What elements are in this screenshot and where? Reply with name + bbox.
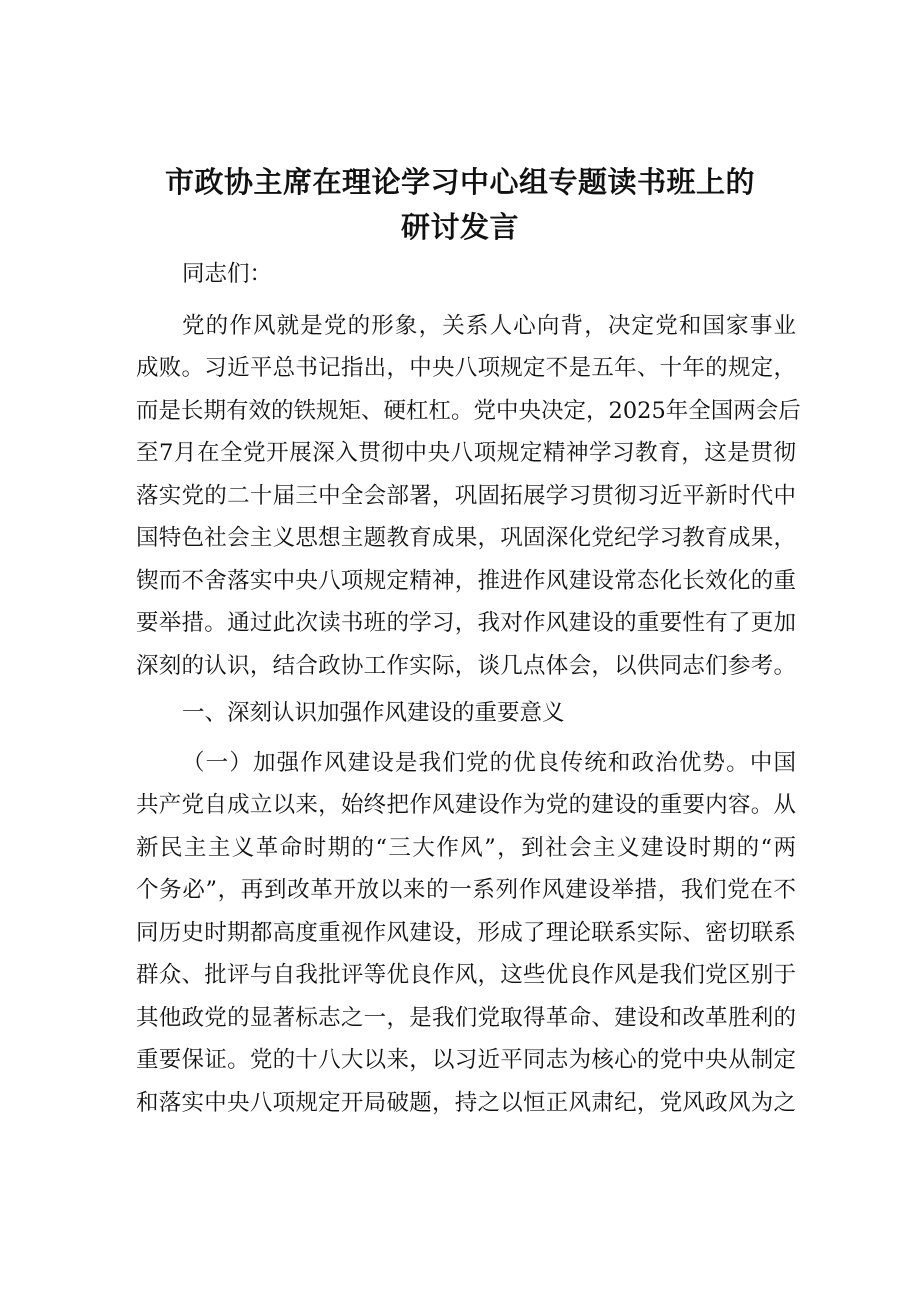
document-title-line-2: 研讨发言: [400, 210, 519, 244]
paragraph-1-line: 国特色社会主义思想主题教育成果，巩固深化党纪学习教育成果，: [136, 525, 796, 551]
paragraph-1-line: 深刻的认识，结合政协工作实际，谈几点体会，以供同志们参考。: [136, 653, 796, 679]
paragraph-1-line: 落实党的二十届三中全会部署，巩固拓展学习贯彻习近平新时代中: [136, 483, 796, 509]
paragraph-1-line: 锲而不舍落实中央八项规定精神，推进作风建设常态化长效化的重: [136, 568, 796, 594]
salutation: 同志们：: [182, 261, 273, 287]
paragraph-1-line: 党的作风就是党的形象，关系人心向背，决定党和国家事业: [182, 313, 796, 339]
paragraph-1-line: 而是长期有效的铁规矩、硬杠杠。党中央决定，2025年全国两会后: [136, 398, 801, 424]
paragraph-2-line: 个务必”，再到改革开放以来的一系列作风建设举措，我们党在不: [136, 877, 796, 903]
paragraph-1-line: 至7月在全党开展深入贯彻中央八项规定精神学习教育，这是贯彻: [136, 440, 796, 466]
paragraph-2-line: 重要保证。党的十八大以来，以习近平同志为核心的党中央从制定: [136, 1047, 796, 1073]
document-title-line-1: 市政协主席在理论学习中心组专题读书班上的: [164, 165, 755, 199]
paragraph-2-line: 和落实中央八项规定开局破题，持之以恒正风肃纪，党风政风为之: [136, 1090, 796, 1116]
paragraph-2-line: 新民主主义革命时期的“三大作风”，到社会主义建设时期的“两: [136, 835, 796, 861]
paragraph-1-line: 成败。习近平总书记指出，中央八项规定不是五年、十年的规定，: [136, 355, 796, 381]
paragraph-2-line: 共产党自成立以来，始终把作风建设作为党的建设的重要内容。从: [136, 792, 796, 818]
paragraph-2-line: （一）加强作风建设是我们党的优良传统和政治优势。中国: [182, 750, 796, 776]
section-heading-1: 一、深刻认识加强作风建设的重要意义: [182, 700, 565, 726]
paragraph-2-line: 同历史时期都高度重视作风建设，形成了理论联系实际、密切联系: [136, 920, 796, 946]
paragraph-2-line: 其他政党的显著标志之一，是我们党取得革命、建设和改革胜利的: [136, 1005, 796, 1031]
paragraph-2-line: 群众、批评与自我批评等优良作风，这些优良作风是我们党区别于: [136, 962, 796, 988]
paragraph-1-line: 要举措。通过此次读书班的学习，我对作风建设的重要性有了更加: [136, 610, 796, 636]
